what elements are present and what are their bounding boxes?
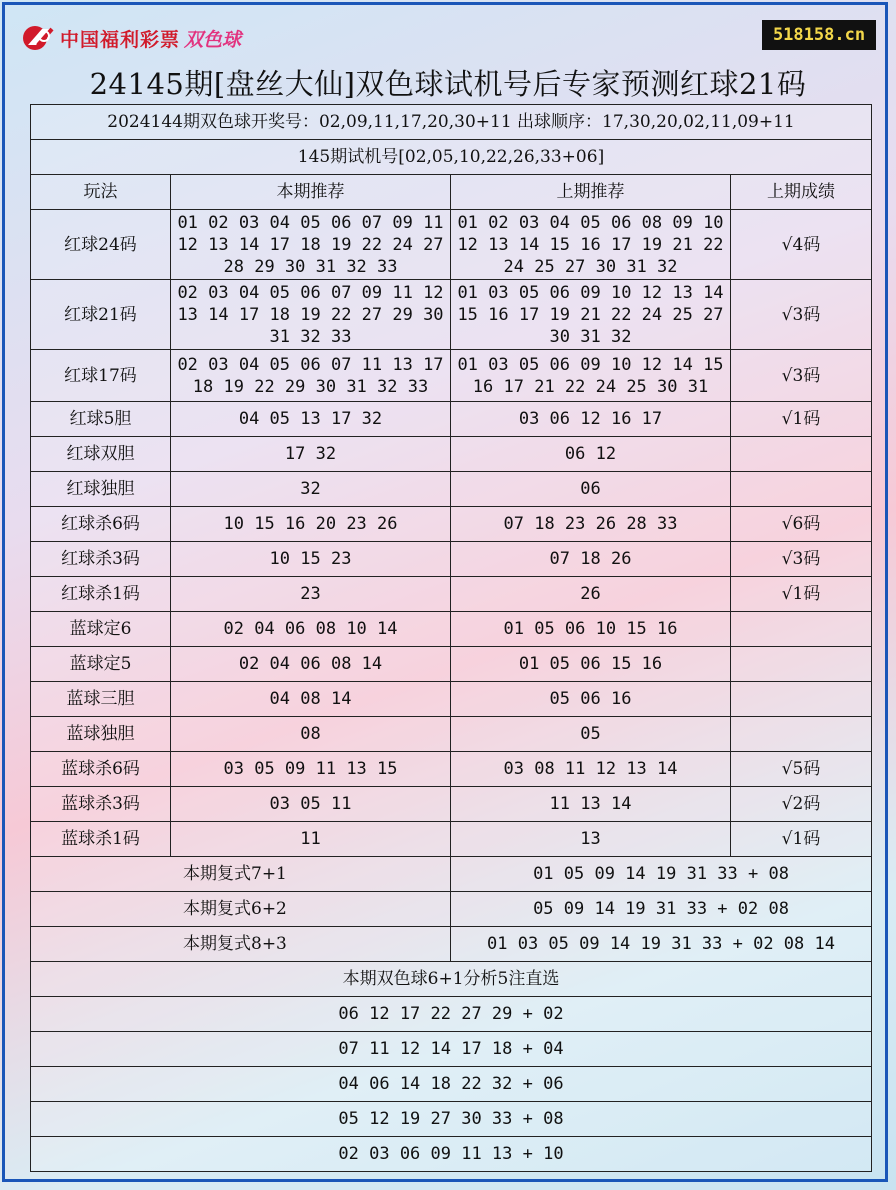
row-result: √4码: [731, 210, 872, 280]
lottery-logo: [20, 22, 241, 54]
table-row: [31, 542, 872, 577]
row-result: [731, 612, 872, 647]
number-line: 02 03 04 05 06 07 09 11 12: [177, 282, 444, 303]
number-line: 12 13 14 17 18 19 22 24 27: [177, 234, 444, 255]
row-result: [731, 472, 872, 507]
number-line: 24 25 27 30 31 32: [503, 256, 678, 277]
number-line: 28 29 30 31 32 33: [223, 256, 398, 277]
row-label: 蓝球三胆: [31, 682, 171, 717]
draw-info: 2024144期双色球开奖号：02,09,11,17,20,30+11 出球顺序：17,30,20,02,11,09+11: [31, 105, 872, 140]
header-play: 玩法: [31, 175, 171, 210]
table-row: [31, 822, 872, 857]
previous-numbers: 03 06 12 16 17: [451, 402, 731, 437]
current-numbers: 32: [171, 472, 451, 507]
row-label: 蓝球定6: [31, 612, 171, 647]
current-numbers: 03 05 09 11 13 15: [171, 752, 451, 787]
row-label: 蓝球独胆: [31, 717, 171, 752]
current-numbers: [171, 210, 451, 280]
row-result: √5码: [731, 752, 872, 787]
compound-row: [31, 857, 872, 892]
compound-label: 本期复式6+2: [31, 892, 451, 927]
row-label: 红球双胆: [31, 437, 171, 472]
prediction-table: [30, 104, 872, 1172]
pick-row: [31, 1102, 872, 1137]
picks-title: 本期双色球6+1分析5注直选: [31, 962, 872, 997]
pick-numbers: 06 12 17 22 27 29 + 02: [31, 997, 872, 1032]
header-previous: 上期推荐: [451, 175, 731, 210]
table-row: [31, 612, 872, 647]
number-line: 15 16 17 19 21 22 24 25 27: [457, 304, 724, 325]
row-result: √1码: [731, 577, 872, 612]
table-row: [31, 717, 872, 752]
previous-numbers: [451, 210, 731, 280]
welfare-lottery-icon: [20, 23, 56, 53]
table-row: [31, 437, 872, 472]
number-line: 01 03 05 06 09 10 12 14 15: [457, 354, 724, 375]
row-label: 红球杀1码: [31, 577, 171, 612]
trial-info: 145期试机号[02,05,10,22,26,33+06]: [31, 140, 872, 175]
row-label: 红球24码: [31, 210, 171, 280]
number-line: 02 03 04 05 06 07 11 13 17: [177, 354, 444, 375]
row-result: √3码: [731, 280, 872, 350]
table-header: [31, 175, 872, 210]
table-row: [31, 787, 872, 822]
number-line: 12 13 14 15 16 17 19 21 22: [457, 234, 724, 255]
current-numbers: [171, 350, 451, 402]
number-line: 31 32 33: [269, 326, 352, 347]
previous-numbers: 05 06 16: [451, 682, 731, 717]
row-label: 蓝球杀6码: [31, 752, 171, 787]
pick-numbers: 04 06 14 18 22 32 + 06: [31, 1067, 872, 1102]
previous-numbers: 03 08 11 12 13 14: [451, 752, 731, 787]
previous-numbers: 01 05 06 10 15 16: [451, 612, 731, 647]
table-row: [31, 210, 872, 280]
previous-numbers: 01 05 06 15 16: [451, 647, 731, 682]
previous-numbers: 05: [451, 717, 731, 752]
picks-title-row: [31, 962, 872, 997]
row-result: √1码: [731, 822, 872, 857]
current-numbers: 03 05 11: [171, 787, 451, 822]
current-numbers: 17 32: [171, 437, 451, 472]
previous-numbers: 07 18 26: [451, 542, 731, 577]
previous-numbers: 06 12: [451, 437, 731, 472]
table-row: [31, 402, 872, 437]
pick-numbers: 07 11 12 14 17 18 + 04: [31, 1032, 872, 1067]
row-result: [731, 717, 872, 752]
number-line: 01 02 03 04 05 06 08 09 10: [457, 212, 724, 233]
header-result: 上期成绩: [731, 175, 872, 210]
number-line: 13 14 17 18 19 22 27 29 30: [177, 304, 444, 325]
pick-row: [31, 1067, 872, 1102]
pick-numbers: 02 03 06 09 11 13 + 10: [31, 1137, 872, 1172]
current-numbers: 02 04 06 08 14: [171, 647, 451, 682]
previous-numbers: 13: [451, 822, 731, 857]
number-line: 16 17 21 22 24 25 30 31: [472, 376, 709, 397]
row-result: √3码: [731, 350, 872, 402]
previous-numbers: 26: [451, 577, 731, 612]
table-row: [31, 472, 872, 507]
table-row: [31, 350, 872, 402]
row-result: √3码: [731, 542, 872, 577]
current-numbers: [171, 280, 451, 350]
table-row: [31, 682, 872, 717]
number-line: 30 31 32: [549, 326, 632, 347]
row-result: [731, 437, 872, 472]
row-result: √1码: [731, 402, 872, 437]
number-line: 18 19 22 29 30 31 32 33: [192, 376, 429, 397]
table-row: [31, 507, 872, 542]
table-row: [31, 280, 872, 350]
row-label: 红球独胆: [31, 472, 171, 507]
row-label: 红球杀6码: [31, 507, 171, 542]
row-label: 蓝球杀3码: [31, 787, 171, 822]
compound-label: 本期复式8+3: [31, 927, 451, 962]
previous-numbers: [451, 350, 731, 402]
row-label: 蓝球定5: [31, 647, 171, 682]
page-title: 24145期[盘丝大仙]双色球试机号后专家预测红球21码: [89, 67, 807, 101]
pick-row: [31, 1032, 872, 1067]
number-line: 01 02 03 04 05 06 07 09 11: [177, 212, 444, 233]
current-numbers: 04 08 14: [171, 682, 451, 717]
compound-value: 01 03 05 09 14 19 31 33 + 02 08 14: [451, 927, 872, 962]
compound-row: [31, 892, 872, 927]
row-label: 红球17码: [31, 350, 171, 402]
current-numbers: 02 04 06 08 10 14: [171, 612, 451, 647]
row-label: 红球21码: [31, 280, 171, 350]
pick-row: [31, 997, 872, 1032]
previous-numbers: 11 13 14: [451, 787, 731, 822]
header-current: 本期推荐: [171, 175, 451, 210]
row-result: [731, 682, 872, 717]
pick-numbers: 05 12 19 27 30 33 + 08: [31, 1102, 872, 1137]
previous-numbers: 07 18 23 26 28 33: [451, 507, 731, 542]
logo-text: 中国福利彩票: [60, 28, 181, 51]
compound-row: [31, 927, 872, 962]
row-result: √6码: [731, 507, 872, 542]
site-badge[interactable]: 518158.cn: [762, 20, 876, 50]
current-numbers: 11: [171, 822, 451, 857]
row-label: 红球5胆: [31, 402, 171, 437]
compound-value: 01 05 09 14 19 31 33 + 08: [451, 857, 872, 892]
previous-numbers: 06: [451, 472, 731, 507]
current-numbers: 10 15 16 20 23 26: [171, 507, 451, 542]
row-label: 红球杀3码: [31, 542, 171, 577]
current-numbers: 10 15 23: [171, 542, 451, 577]
current-numbers: 08: [171, 717, 451, 752]
current-numbers: 04 05 13 17 32: [171, 402, 451, 437]
table-row: [31, 577, 872, 612]
table-row: [31, 647, 872, 682]
row-result: [731, 647, 872, 682]
table-row: [31, 752, 872, 787]
row-label: 蓝球杀1码: [31, 822, 171, 857]
number-line: 01 03 05 06 09 10 12 13 14: [457, 282, 724, 303]
previous-numbers: [451, 280, 731, 350]
logo-text-ssq: 双色球: [184, 28, 242, 51]
row-result: √2码: [731, 787, 872, 822]
compound-value: 05 09 14 19 31 33 + 02 08: [451, 892, 872, 927]
current-numbers: 23: [171, 577, 451, 612]
pick-row: [31, 1137, 872, 1172]
compound-label: 本期复式7+1: [31, 857, 451, 892]
